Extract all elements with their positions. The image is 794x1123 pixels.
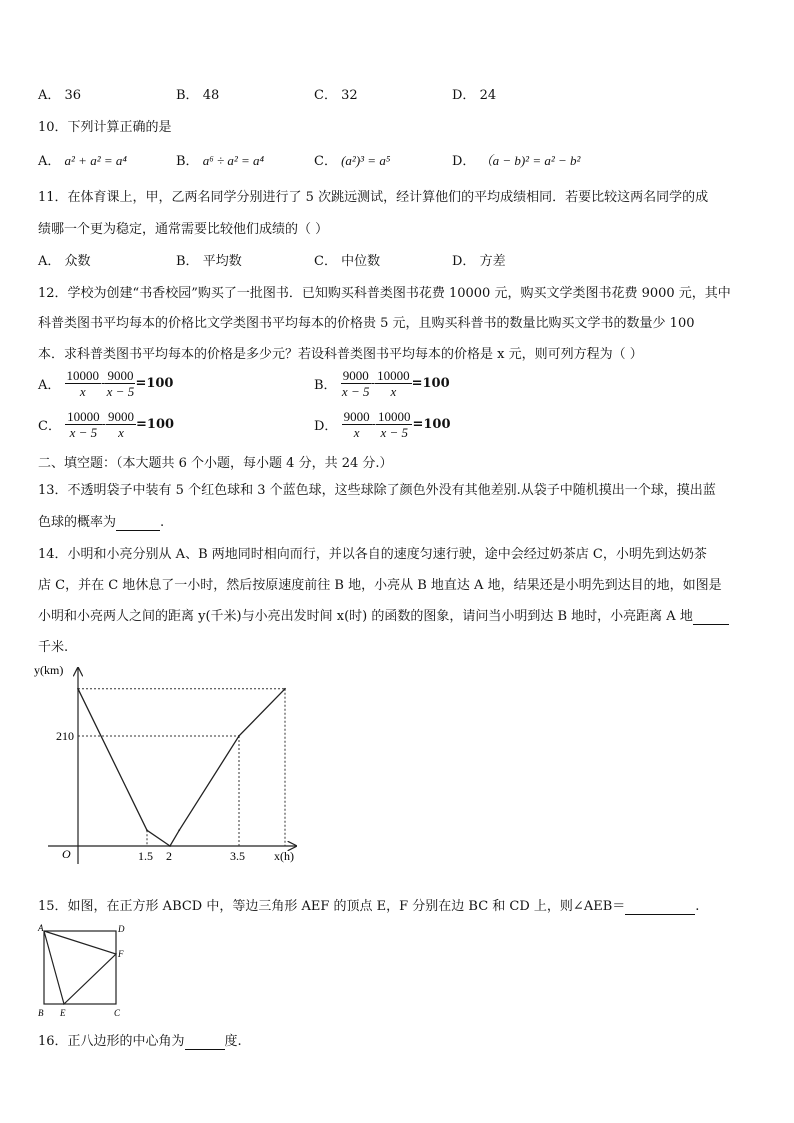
q12-option-c <box>38 409 174 440</box>
q12-stem-line3: 本．求科普类图书平均每本的价格是多少元？若设科普类图书平均每本的价格是 x 元，则可列方程为（ ） <box>38 347 643 362</box>
q11-option-b <box>176 250 242 269</box>
option-label: A． <box>38 154 61 169</box>
minus-sign: - <box>371 417 376 432</box>
q13-line2 <box>38 511 164 531</box>
equation-rhs: =100 <box>135 376 174 391</box>
option-label: D． <box>314 419 338 434</box>
q9-option-b <box>176 84 219 103</box>
option-label: C． <box>314 254 337 269</box>
numerator: 9000 <box>343 409 370 424</box>
numerator: 9000 <box>108 409 134 424</box>
q13-text: 色球的概率为 <box>38 515 117 530</box>
data-point <box>146 829 148 831</box>
option-text: （a − b)² = a² − b² <box>479 153 581 168</box>
denominator: x − 5 <box>380 425 408 440</box>
minus-sign: - <box>101 417 106 432</box>
q10-option-b <box>176 150 264 169</box>
numerator: 10000 <box>377 409 411 424</box>
section-heading: 二、填空题：（本大题共 6 个小题，每小题 4 分，共 24 分.） <box>38 456 393 471</box>
answer-blank[interactable] <box>116 515 160 531</box>
q12-stem-line1: 12．学校为创建“书香校园”购买了一批图书．已知购买科普类图书花费 10000 元，购买文学类图书花费 9000 元，其中 <box>38 286 731 301</box>
x-axis-label: x(h) <box>274 849 294 863</box>
q15-line <box>38 895 699 915</box>
q11-option-c <box>314 250 380 269</box>
equation-rhs: =100 <box>412 417 451 432</box>
point-label-c: C <box>114 1008 121 1018</box>
numerator: 9000 <box>342 368 369 383</box>
q15-end: . <box>695 899 700 914</box>
y-tick-label: 210 <box>56 728 74 743</box>
q12-option-a <box>38 368 173 399</box>
fraction <box>105 368 135 399</box>
answer-blank[interactable] <box>185 1034 225 1050</box>
data-point <box>238 735 240 737</box>
q10-stem: 10．下列计算正确的是 <box>38 120 172 135</box>
option-label: C． <box>38 419 61 434</box>
point-label-b: B <box>38 1008 44 1018</box>
q14-text: 小明和小亮两人之间的距离 y(千米)与小亮出发时间 x(时) 的函数的图象，请问当小明到达 B 地时，小亮距离 A 地 <box>38 609 693 624</box>
denominator: x − 5 <box>69 425 98 440</box>
option-label: A． <box>38 378 61 393</box>
q12-stem-line2: 科普类图书平均每本的价格比文学类图书平均每本的价格贵 5 元，且购买科普书的数量比购买文学书的数量少 100 <box>38 316 695 331</box>
equation-rhs: =100 <box>411 376 450 391</box>
option-label: B． <box>176 154 199 169</box>
q11-option-d <box>452 250 506 269</box>
q10-option-c <box>314 150 390 169</box>
data-point <box>169 845 171 847</box>
data-point <box>284 688 286 690</box>
fraction <box>376 409 413 440</box>
fraction <box>341 368 371 399</box>
data-point <box>77 688 79 690</box>
equation-rhs: =100 <box>136 417 175 432</box>
y-axis-label: y(km) <box>34 663 64 677</box>
q12-option-d <box>314 409 451 440</box>
fraction <box>65 409 102 440</box>
option-text: 众数 <box>64 254 91 269</box>
q11-stem-line2: 绩哪一个更为稳定，通常需要比较他们成绩的（ ） <box>38 222 329 237</box>
q14-line4: 千米. <box>38 640 69 655</box>
option-text: 48 <box>202 88 220 103</box>
q13-line1: 13．不透明袋子中装有 5 个红色球和 3 个蓝色球，这些球除了颜色外没有其他差别.从袋子中随机摸出一个球，摸出蓝 <box>38 483 716 498</box>
q14-line3 <box>38 605 729 625</box>
origin-label: O <box>62 847 71 861</box>
distance-time-chart <box>28 658 348 868</box>
x-tick-label: 1.5 <box>138 849 153 863</box>
q16-line <box>38 1030 242 1050</box>
numerator: 10000 <box>377 368 410 383</box>
option-text: a⁶ ÷ a² = a⁴ <box>202 153 265 168</box>
option-label: D． <box>452 154 476 169</box>
option-label: B． <box>176 88 199 103</box>
q11-stem-line1: 11．在体育课上，甲，乙两名同学分别进行了 5 次跳远测试，经计算他们的平均成绩相同．若要比较这两名同学的成 <box>38 190 709 205</box>
minus-sign: - <box>370 376 376 391</box>
point-label-d: D <box>118 924 125 934</box>
q10-option-d <box>452 150 580 169</box>
square-triangle-figure <box>34 922 134 1044</box>
denominator: x <box>390 384 397 399</box>
point-label-a: A <box>38 923 44 933</box>
option-text: a² + a² = a⁴ <box>64 153 127 168</box>
point-label-f: F <box>118 949 124 959</box>
fraction <box>375 368 412 399</box>
triangle-aef <box>44 931 116 1004</box>
option-label: D． <box>452 254 476 269</box>
option-text: 24 <box>479 88 497 103</box>
q9-option-a <box>38 84 81 103</box>
option-label: B． <box>314 378 337 393</box>
minus-sign: - <box>101 376 106 391</box>
answer-blank[interactable] <box>625 899 695 915</box>
option-text: 平均数 <box>202 254 242 269</box>
q12-option-b <box>314 368 450 399</box>
option-text: 32 <box>341 88 358 103</box>
x-tick-label: 2 <box>166 849 172 863</box>
series-line <box>78 689 285 846</box>
option-label: A． <box>38 254 61 269</box>
numerator: 9000 <box>107 368 134 383</box>
fraction <box>342 409 372 440</box>
q16-text: 16．正八边形的中心角为 <box>38 1034 185 1049</box>
point-label-e: E <box>60 1008 66 1018</box>
option-text: (a²)³ = a⁵ <box>341 153 391 168</box>
q15-text: 15．如图，在正方形 ABCD 中，等边三角形 AEF 的顶点 E，F 分别在边 BC 和 CD 上，则∠AEB＝ <box>38 899 626 914</box>
option-label: D． <box>452 88 476 103</box>
q9-option-d <box>452 84 496 103</box>
option-text: 36 <box>64 88 82 103</box>
q14-line1: 14．小明和小亮分别从 A、B 两地同时相向而行，并以各自的速度匀速行驶，途中会经过奶茶店 C，小明先到达奶茶 <box>38 547 707 562</box>
denominator: x <box>118 425 124 440</box>
answer-blank[interactable] <box>693 609 729 625</box>
numerator: 10000 <box>67 409 100 424</box>
fraction <box>106 409 136 440</box>
fraction <box>65 368 102 399</box>
x-tick-label: 3.5 <box>230 849 245 863</box>
q10-option-a <box>38 150 127 169</box>
option-label: B． <box>176 254 199 269</box>
q14-line2: 店 C，并在 C 地休息了一小时，然后按原速度前往 B 地，小亮从 B 地直达 A 地，结果还是小明先到达目的地，如图是 <box>38 578 722 593</box>
denominator: x <box>79 384 86 399</box>
option-label: A． <box>38 88 61 103</box>
q13-end: . <box>160 515 165 530</box>
numerator: 10000 <box>66 368 100 383</box>
q16-end: 度. <box>224 1034 242 1049</box>
data-point <box>178 829 180 831</box>
option-label: C． <box>314 154 337 169</box>
option-label: C． <box>314 88 337 103</box>
option-text: 中位数 <box>341 254 381 269</box>
denominator: x − 5 <box>106 384 135 399</box>
q9-option-c <box>314 84 358 103</box>
denominator: x <box>353 425 360 440</box>
q11-option-a <box>38 250 91 269</box>
option-text: 方差 <box>479 254 506 269</box>
denominator: x − 5 <box>341 384 370 399</box>
